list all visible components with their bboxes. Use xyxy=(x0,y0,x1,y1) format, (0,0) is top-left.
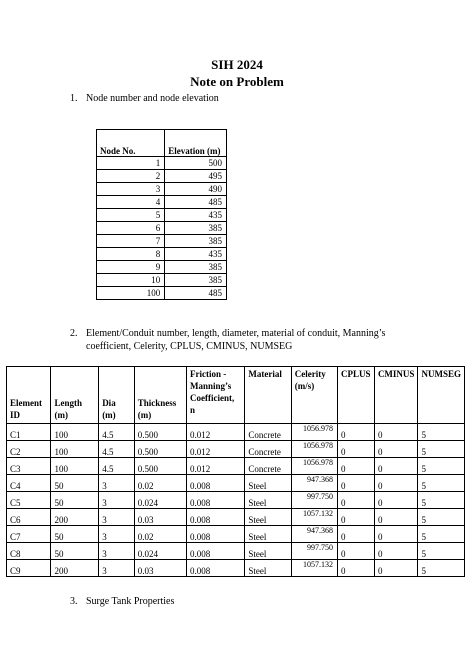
material-cell: Steel xyxy=(245,560,291,577)
cminus-cell: 0 xyxy=(374,424,418,441)
material-cell: Concrete xyxy=(245,424,291,441)
node-number-cell: 100 xyxy=(97,287,165,300)
friction-cell: 0.012 xyxy=(187,458,245,475)
cplus-cell: 0 xyxy=(337,424,374,441)
cplus-cell: 0 xyxy=(337,458,374,475)
thickness-cell: 0.03 xyxy=(134,509,186,526)
material-cell: Steel xyxy=(245,475,291,492)
cplus-cell: 0 xyxy=(337,492,374,509)
element-id-cell: C1 xyxy=(7,424,51,441)
dia-cell: 3 xyxy=(99,543,135,560)
dia-cell: 3 xyxy=(99,475,135,492)
friction-cell: 0.008 xyxy=(187,560,245,577)
celerity-cell: 997.750 xyxy=(291,492,337,509)
elevation-cell: 485 xyxy=(165,287,227,300)
table-row xyxy=(7,492,465,509)
length-cell: 200 xyxy=(51,560,99,577)
section-2-heading xyxy=(70,327,430,353)
dia-cell: 4.5 xyxy=(99,458,135,475)
numseg-cell: 5 xyxy=(418,492,465,509)
elevation-cell: 500 xyxy=(165,157,227,170)
numseg-cell: 5 xyxy=(418,424,465,441)
celerity-cell: 1056.978 xyxy=(291,424,337,441)
table-header-row xyxy=(7,367,465,424)
celerity-cell: 1057.132 xyxy=(291,560,337,577)
celerity-cell: 947.368 xyxy=(291,475,337,492)
node-elevation-table xyxy=(96,129,227,300)
numseg-cell: 5 xyxy=(418,458,465,475)
celerity-cell: 1057.132 xyxy=(291,509,337,526)
elevation-cell: 385 xyxy=(165,261,227,274)
material-cell: Steel xyxy=(245,492,291,509)
dia-cell: 4.5 xyxy=(99,424,135,441)
material-cell: Concrete xyxy=(245,458,291,475)
dia-cell: 3 xyxy=(99,492,135,509)
header-length: Length (m) xyxy=(51,367,99,424)
node-number-cell: 9 xyxy=(97,261,165,274)
section-3-heading xyxy=(70,595,174,608)
node-number-cell: 5 xyxy=(97,209,165,222)
cplus-cell: 0 xyxy=(337,441,374,458)
element-id-cell: C6 xyxy=(7,509,51,526)
header-element-id: Element ID xyxy=(7,367,51,424)
dia-cell: 3 xyxy=(99,526,135,543)
document-subtitle: Note on Problem xyxy=(190,74,284,89)
celerity-cell: 947.368 xyxy=(291,526,337,543)
dia-cell: 3 xyxy=(99,560,135,577)
header-cplus: CPLUS xyxy=(337,367,374,424)
table-row xyxy=(97,248,227,261)
section-text: Surge Tank Properties xyxy=(86,596,175,607)
element-id-cell: C5 xyxy=(7,492,51,509)
length-cell: 100 xyxy=(51,424,99,441)
friction-cell: 0.008 xyxy=(187,526,245,543)
length-cell: 50 xyxy=(51,543,99,560)
section-1-heading xyxy=(70,92,219,105)
section-text: Node number and node elevation xyxy=(86,93,219,104)
friction-cell: 0.008 xyxy=(187,543,245,560)
numseg-cell: 5 xyxy=(418,526,465,543)
table-row xyxy=(7,441,465,458)
thickness-cell: 0.500 xyxy=(134,441,186,458)
table-row xyxy=(97,157,227,170)
material-cell: Steel xyxy=(245,526,291,543)
table-row xyxy=(97,170,227,183)
header-cminus: CMINUS xyxy=(374,367,418,424)
friction-cell: 0.008 xyxy=(187,475,245,492)
cplus-cell: 0 xyxy=(337,509,374,526)
section-text-line-2: coefficient, Celerity, CPLUS, CMINUS, NUMSEG xyxy=(86,341,293,352)
thickness-cell: 0.500 xyxy=(134,424,186,441)
cplus-cell: 0 xyxy=(337,543,374,560)
celerity-cell: 1056.978 xyxy=(291,458,337,475)
section-number: 1. xyxy=(70,93,78,104)
table-row xyxy=(7,543,465,560)
length-cell: 50 xyxy=(51,492,99,509)
element-conduit-table xyxy=(6,366,465,577)
friction-cell: 0.008 xyxy=(187,509,245,526)
header-thickness: Thickness (m) xyxy=(134,367,186,424)
cminus-cell: 0 xyxy=(374,526,418,543)
table-row xyxy=(97,287,227,300)
element-id-cell: C2 xyxy=(7,441,51,458)
elevation-cell: 495 xyxy=(165,170,227,183)
table-row xyxy=(97,274,227,287)
cminus-cell: 0 xyxy=(374,509,418,526)
elevation-cell: 385 xyxy=(165,274,227,287)
cminus-cell: 0 xyxy=(374,475,418,492)
node-number-cell: 1 xyxy=(97,157,165,170)
friction-cell: 0.008 xyxy=(187,492,245,509)
cminus-cell: 0 xyxy=(374,560,418,577)
table-row xyxy=(97,261,227,274)
table-row xyxy=(97,209,227,222)
numseg-cell: 5 xyxy=(418,441,465,458)
node-number-cell: 4 xyxy=(97,196,165,209)
table-row xyxy=(7,424,465,441)
dia-cell: 3 xyxy=(99,509,135,526)
length-cell: 50 xyxy=(51,475,99,492)
cminus-cell: 0 xyxy=(374,543,418,560)
element-id-cell: C3 xyxy=(7,458,51,475)
elevation-cell: 385 xyxy=(165,222,227,235)
node-number-cell: 2 xyxy=(97,170,165,183)
thickness-cell: 0.024 xyxy=(134,492,186,509)
table-row xyxy=(97,196,227,209)
elevation-cell: 435 xyxy=(165,248,227,261)
element-id-cell: C9 xyxy=(7,560,51,577)
header-material: Material xyxy=(245,367,291,424)
length-cell: 100 xyxy=(51,458,99,475)
length-cell: 200 xyxy=(51,509,99,526)
thickness-cell: 0.02 xyxy=(134,475,186,492)
elevation-cell: 490 xyxy=(165,183,227,196)
document-title: SIH 2024 xyxy=(211,57,263,72)
cplus-cell: 0 xyxy=(337,560,374,577)
table-row xyxy=(97,222,227,235)
material-cell: Steel xyxy=(245,509,291,526)
length-cell: 100 xyxy=(51,441,99,458)
header-celerity: Celerity (m/s) xyxy=(291,367,337,424)
node-number-cell: 7 xyxy=(97,235,165,248)
numseg-cell: 5 xyxy=(418,543,465,560)
node-number-cell: 8 xyxy=(97,248,165,261)
header-friction: Friction - Manning’s Coefficient, n xyxy=(187,367,245,424)
cminus-cell: 0 xyxy=(374,458,418,475)
table-row xyxy=(7,560,465,577)
section-number: 2. xyxy=(70,328,78,339)
numseg-cell: 5 xyxy=(418,509,465,526)
element-id-cell: C4 xyxy=(7,475,51,492)
table-row xyxy=(97,183,227,196)
table-row xyxy=(7,526,465,543)
node-number-cell: 3 xyxy=(97,183,165,196)
thickness-cell: 0.03 xyxy=(134,560,186,577)
material-cell: Steel xyxy=(245,543,291,560)
header-dia: Dia (m) xyxy=(99,367,135,424)
friction-cell: 0.012 xyxy=(187,441,245,458)
dia-cell: 4.5 xyxy=(99,441,135,458)
section-number: 3. xyxy=(70,596,78,607)
element-id-cell: C7 xyxy=(7,526,51,543)
material-cell: Concrete xyxy=(245,441,291,458)
table-header-row xyxy=(97,130,227,157)
header-numseg: NUMSEG xyxy=(418,367,465,424)
numseg-cell: 5 xyxy=(418,475,465,492)
node-number-cell: 10 xyxy=(97,274,165,287)
length-cell: 50 xyxy=(51,526,99,543)
friction-cell: 0.012 xyxy=(187,424,245,441)
header-elevation: Elevation (m) xyxy=(165,130,227,157)
thickness-cell: 0.500 xyxy=(134,458,186,475)
celerity-cell: 997.750 xyxy=(291,543,337,560)
node-number-cell: 6 xyxy=(97,222,165,235)
header-node-no: Node No. xyxy=(97,130,165,157)
celerity-cell: 1056.978 xyxy=(291,441,337,458)
cminus-cell: 0 xyxy=(374,492,418,509)
cplus-cell: 0 xyxy=(337,475,374,492)
cplus-cell: 0 xyxy=(337,526,374,543)
numseg-cell: 5 xyxy=(418,560,465,577)
table-row xyxy=(97,235,227,248)
table-row xyxy=(7,509,465,526)
elevation-cell: 435 xyxy=(165,209,227,222)
cminus-cell: 0 xyxy=(374,441,418,458)
element-id-cell: C8 xyxy=(7,543,51,560)
thickness-cell: 0.02 xyxy=(134,526,186,543)
elevation-cell: 485 xyxy=(165,196,227,209)
table-row xyxy=(7,475,465,492)
section-text-line-1: Element/Conduit number, length, diameter, material of conduit, Manning’s xyxy=(86,328,386,339)
elevation-cell: 385 xyxy=(165,235,227,248)
table-row xyxy=(7,458,465,475)
thickness-cell: 0.024 xyxy=(134,543,186,560)
